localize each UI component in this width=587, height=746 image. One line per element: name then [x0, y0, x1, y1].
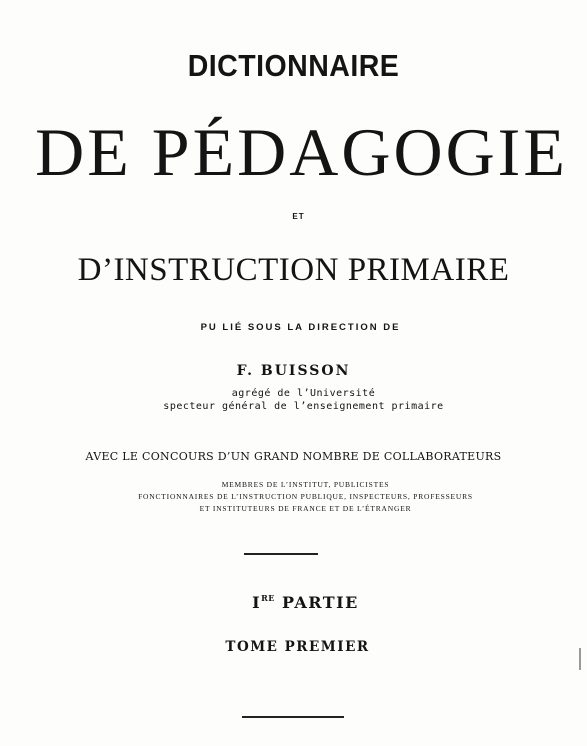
volume-label: TOME PREMIER	[225, 639, 370, 655]
collaborators-headline: AVEC LE CONCOURS D’UN GRAND NOMBRE DE COLLABORATEURS	[85, 450, 502, 463]
title-connector-et: ET	[292, 212, 305, 221]
divider-rule-lower	[242, 716, 344, 718]
title-de-pedagogie: DE PÉDAGOGIE	[35, 114, 568, 190]
part-label-prefix: I	[252, 593, 262, 612]
author-name: F. BUISSON	[236, 363, 351, 379]
collaborators-line-1: MEMBRES DE L’INSTITUT, PUBLICISTES	[221, 480, 390, 489]
part-label-superscript: RE	[261, 593, 275, 603]
title-instruction-primaire: D’INSTRUCTION PRIMAIRE	[77, 252, 510, 288]
collaborators-line-3: ET INSTITUTEURS DE FRANCE ET DE L’ÉTRANGER	[199, 504, 412, 513]
part-label	[12, 593, 587, 612]
divider-rule-upper	[244, 553, 318, 555]
page-edge-mark	[579, 648, 581, 670]
publication-direction-line: PU LIÉ SOUS LA DIRECTION DE	[200, 322, 401, 333]
author-credential-agrege: agrégé de l’Université	[231, 388, 376, 399]
author-credential-inspecteur: specteur général de l’enseignement primaire	[163, 401, 444, 412]
title-dictionnaire: DICTIONNAIRE	[187, 48, 400, 83]
collaborators-line-2: FONCTIONNAIRES DE L’INSTRUCTION PUBLIQUE, INSPECTEURS, PROFESSEURS	[138, 492, 473, 501]
part-label-word: PARTIE	[281, 593, 359, 612]
